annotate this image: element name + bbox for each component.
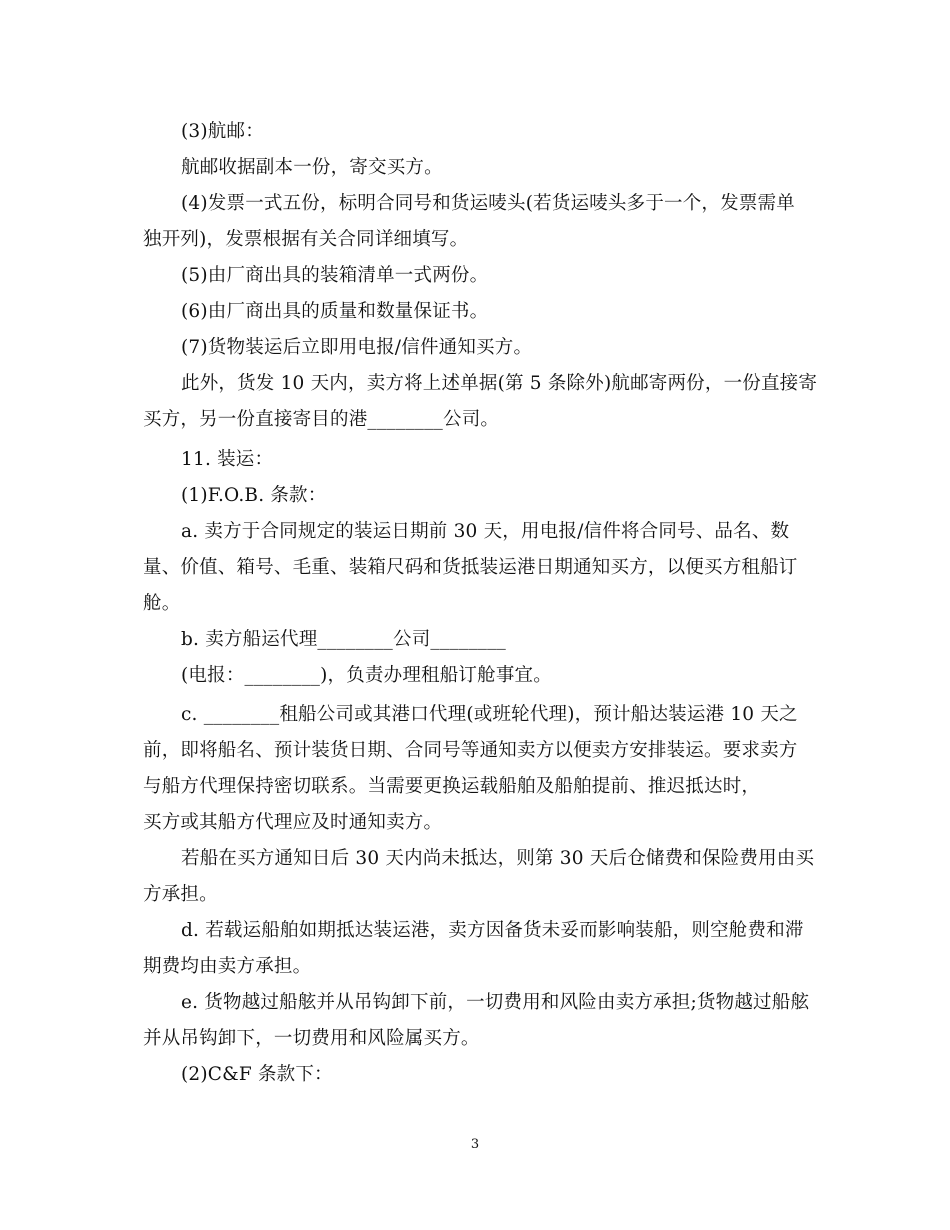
text-line: 买方或其船方代理应及时通知卖方。 bbox=[143, 812, 443, 833]
text-line: (7)货物装运后立即用电报/信件通知买方。 bbox=[181, 337, 533, 358]
subsection-heading: (2)C&F 条款下： bbox=[181, 1064, 333, 1085]
text-line: 前，即将船名、预计装货日期、合同号等通知卖方以便卖方安排装运。要求卖方 bbox=[143, 740, 798, 761]
text-line: 舱。 bbox=[143, 593, 181, 614]
text-line: c. ________租船公司或其港口代理(或班轮代理)，预计船达装运港 10 天之 bbox=[181, 704, 798, 725]
text-line: 与船方代理保持密切联系。当需要更换运载船舶及船舶提前、推迟抵达时， bbox=[143, 776, 761, 797]
text-line: 期费均由卖方承担。 bbox=[143, 956, 312, 977]
text-line: (4)发票一式五份，标明合同号和货运唛头(若货运唛头多于一个，发票需单 bbox=[181, 193, 795, 214]
text-line: a. 卖方于合同规定的装运日期前 30 天，用电报/信件将合同号、品名、数 bbox=[181, 521, 790, 542]
text-line: (6)由厂商出具的质量和数量保证书。 bbox=[181, 301, 489, 322]
text-line: 量、价值、箱号、毛重、装箱尺码和货抵装运港日期通知买方，以便买方租船订 bbox=[143, 557, 798, 578]
text-line: 若船在买方通知日后 30 天内尚未抵达，则第 30 天后仓储费和保险费用由买 bbox=[181, 848, 815, 869]
text-line: 并从吊钩卸下，一切费用和风险属买方。 bbox=[143, 1028, 480, 1049]
text-line: b. 卖方船运代理________公司________ bbox=[181, 629, 507, 650]
text-line: 航邮收据副本一份，寄交买方。 bbox=[181, 157, 443, 178]
text-line: 买方，另一份直接寄目的港________公司。 bbox=[143, 409, 500, 430]
text-line: (3)航邮： bbox=[181, 121, 264, 142]
text-line: 方承担。 bbox=[143, 884, 218, 905]
section-heading: 11. 装运： bbox=[181, 449, 274, 470]
text-line: e. 货物越过船舷并从吊钩卸下前，一切费用和风险由卖方承担;货物越过船舷 bbox=[181, 992, 810, 1013]
text-line: (5)由厂商出具的装箱清单一式两份。 bbox=[181, 265, 489, 286]
text-line: 独开列)，发票根据有关合同详细填写。 bbox=[143, 229, 469, 250]
subsection-heading: (1)F.O.B. 条款： bbox=[181, 485, 327, 506]
text-line: d. 若载运船舶如期抵达装运港，卖方因备货未妥而影响装船，则空舱费和滞 bbox=[181, 920, 804, 941]
page-number: 3 bbox=[470, 1137, 480, 1152]
text-line: (电报：________)，负责办理租船订舱事宜。 bbox=[181, 665, 552, 686]
text-line: 此外，货发 10 天内，卖方将上述单据(第 5 条除外)航邮寄两份，一份直接寄 bbox=[181, 373, 818, 394]
